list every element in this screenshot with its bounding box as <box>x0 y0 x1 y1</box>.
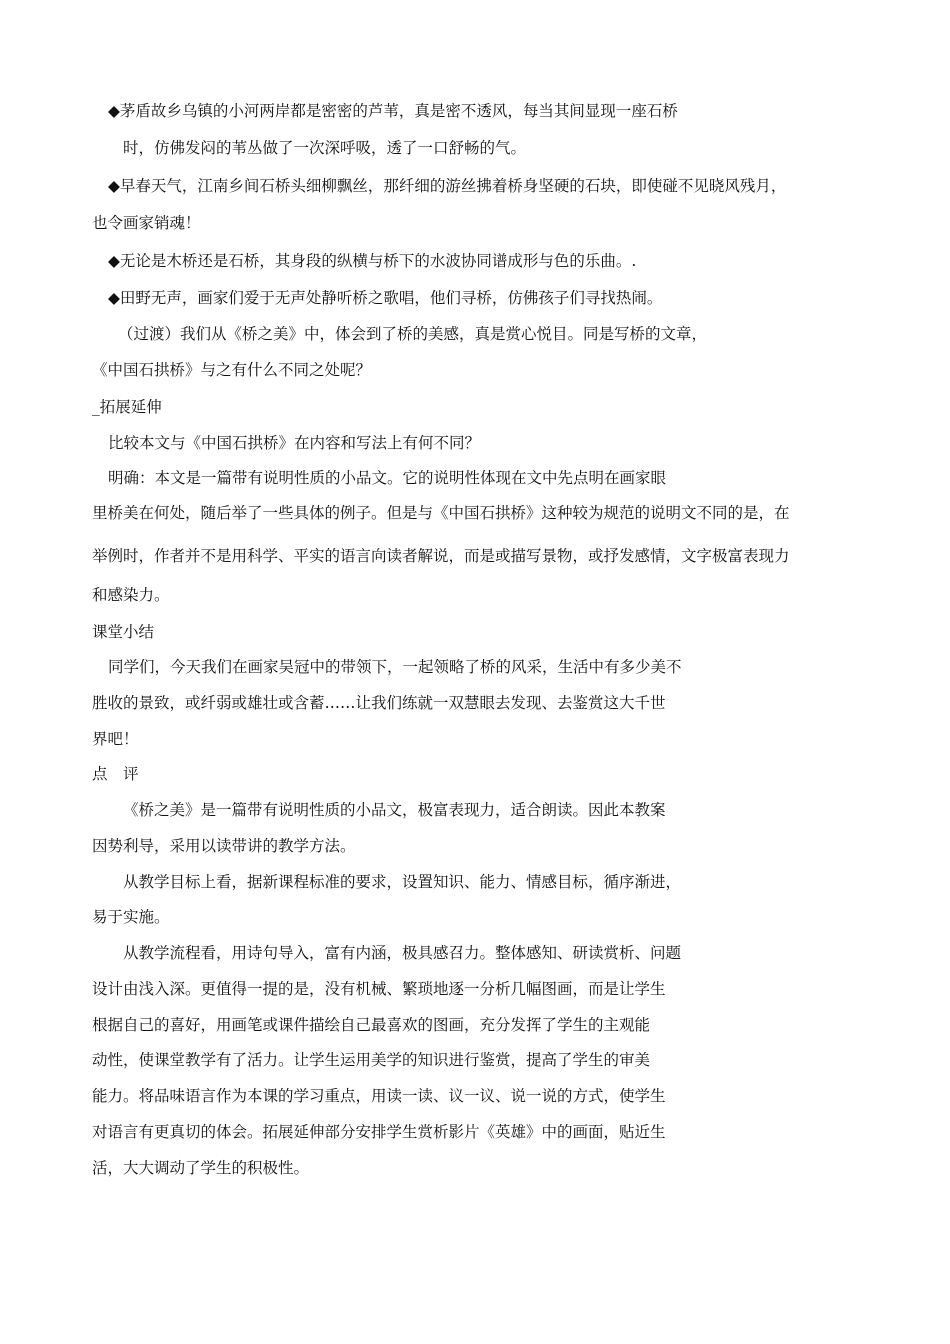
text-line-20: 《桥之美》是一篇带有说明性质的小品文，极富表现力，适合朗读。因此本教案 <box>123 801 666 819</box>
text-line-5: ◆无论是木桥还是石桥，其身段的纵横与桥下的水波协同谱成形与色的乐曲。. <box>108 252 637 270</box>
text-line-6: ◆田野无声，画家们爱于无声处静听桥之歌唱，他们寻桥，仿佛孩子们寻找热闹。 <box>108 289 663 307</box>
section-heading-comment: 点 评 <box>92 765 139 783</box>
text-line-8: 《中国石拱桥》与之有什么不同之处呢？ <box>92 361 372 379</box>
text-line-4: 也令画家销魂！ <box>92 214 201 232</box>
text-line-2: 时，仿佛发闷的苇丛做了一次深呼吸，透了一口舒畅的气。 <box>123 139 527 157</box>
text-line-11: 明确：本文是一篇带有说明性质的小品文。它的说明性体现在文中先点明在画家眼 <box>108 469 667 487</box>
text-line-23: 易于实施。 <box>92 908 170 926</box>
text-line-24: 从教学流程看，用诗句导入，富有内涵，极具感召力。整体感知、研读赏析、问题 <box>123 944 682 962</box>
text-line-30: 活，大大调动了学生的积极性。 <box>92 1159 310 1177</box>
text-line-12: 里桥美在何处，随后举了一些具体的例子。但是与《中国石拱桥》这种较为规范的说明文不同的是，在 <box>92 504 790 522</box>
section-heading-extension: _拓展延伸 <box>92 398 162 416</box>
text-line-14: 和感染力。 <box>92 586 170 604</box>
text-line-29: 对语言有更真切的体会。拓展延伸部分安排学生赏析影片《英雄》中的画面，贴近生 <box>92 1123 666 1141</box>
text-line-22: 从教学目标上看，据新课程标准的要求，设置知识、能力、情感目标，循序渐进， <box>123 873 682 891</box>
text-line-3: ◆早春天气，江南乡间石桥头细柳飘丝，那纤细的游丝拂着桥身坚硬的石块，即使碰不见晓风残月， <box>108 177 787 195</box>
text-line-10: 比较本文与《中国石拱桥》在内容和写法上有何不同？ <box>108 434 481 452</box>
text-line-18: 界吧！ <box>92 730 139 748</box>
text-line-21: 因势利导，采用以读带讲的教学方法。 <box>92 837 356 855</box>
text-line-1: ◆茅盾故乡乌镇的小河两岸都是密密的芦苇，真是密不透风，每当其间显现一座石桥 <box>108 102 678 120</box>
text-line-25: 设计由浅入深。更值得一提的是，没有机械、繁琐地逐一分析几幅图画，而是让学生 <box>92 980 666 998</box>
text-line-16: 同学们，今天我们在画家吴冠中的带领下，一起领略了桥的风采，生活中有多少美不 <box>108 658 682 676</box>
text-line-13: 举例时，作者并不是用科学、平实的语言向读者解说，而是或描写景物，或抒发感情，文字极富表现力 <box>92 547 790 565</box>
text-line-27: 动性，使课堂教学有了活力。让学生运用美学的知识进行鉴赏，提高了学生的审美 <box>92 1051 651 1069</box>
text-line-7: （过渡）我们从《桥之美》中，体会到了桥的美感，真是赏心悦目。同是写桥的文章， <box>118 325 708 343</box>
section-heading-summary: 课堂小结 <box>92 623 155 641</box>
text-line-26: 根据自己的喜好，用画笔或课件描绘自己最喜欢的图画，充分发挥了学生的主观能 <box>92 1016 651 1034</box>
text-line-17: 胜收的景致，或纤弱或雄壮或含蓄……让我们练就一双慧眼去发现、去鉴赏这大千世 <box>92 694 666 712</box>
text-line-28: 能力。将品味语言作为本课的学习重点，用读一读、议一议、说一说的方式，使学生 <box>92 1087 666 1105</box>
